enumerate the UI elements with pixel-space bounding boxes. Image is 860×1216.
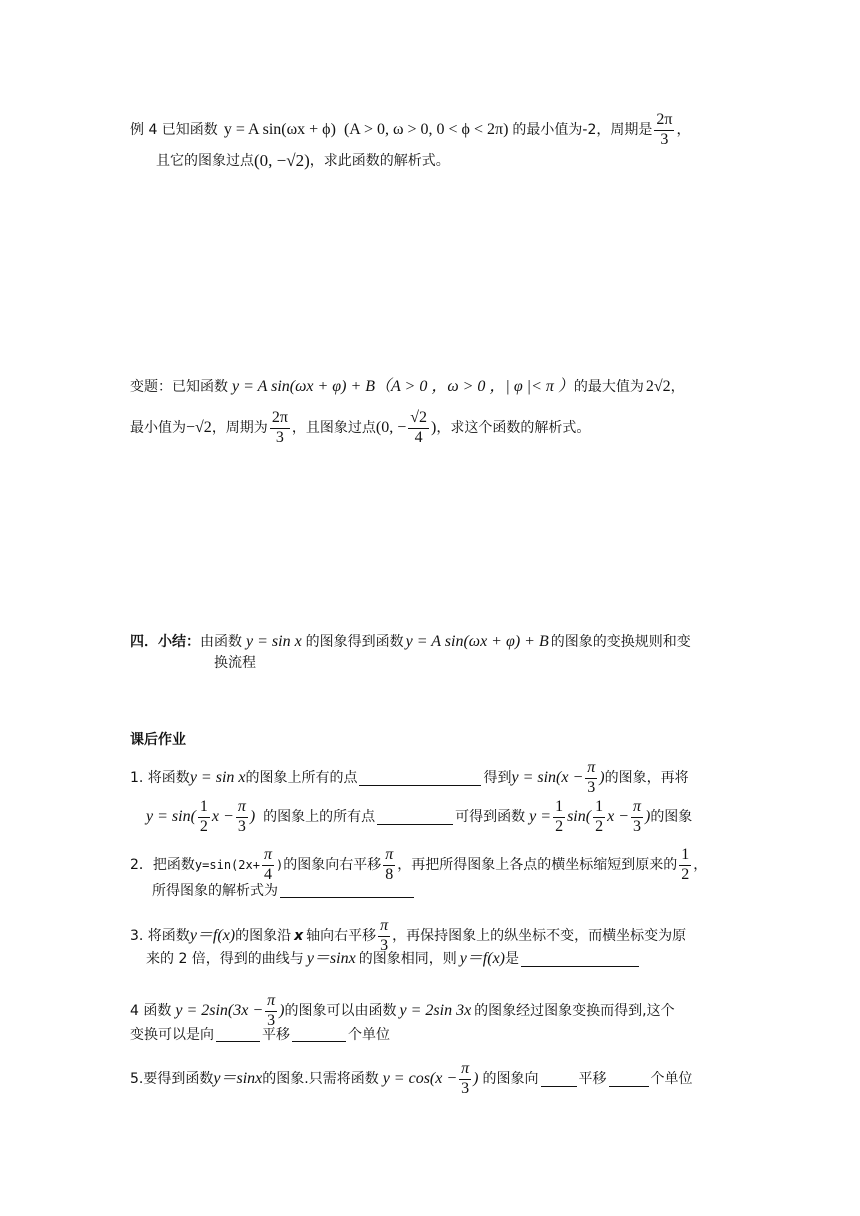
denominator: 3 xyxy=(237,817,246,835)
q5-text-e: 个单位 xyxy=(650,1071,693,1088)
summary-title: 四．小结： xyxy=(130,634,200,650)
q2-text-d: ， xyxy=(693,857,708,874)
numerator: π xyxy=(265,993,277,1012)
numerator: π xyxy=(236,799,248,818)
denominator: 4 xyxy=(263,865,272,883)
q2-function-b: ) xyxy=(275,858,284,873)
q5-function2-b: ) xyxy=(473,1070,479,1088)
variant-line2 xyxy=(130,410,590,447)
q3-text-g: 的图象相同，则 xyxy=(358,951,457,967)
q5-text-d: 平移 xyxy=(578,1071,607,1088)
q2-text-e: 所得图象的解析式为 xyxy=(152,882,278,899)
q1-function2-a: y = sin(x − xyxy=(511,769,584,787)
period-denominator: 3 xyxy=(660,130,669,148)
q4-function2: y = 2sin 3x xyxy=(399,1002,472,1020)
variant-text-d: ，求这个函数的解析式。 xyxy=(436,420,591,437)
q5-function2-a: y = cos(x − xyxy=(382,1070,458,1088)
denominator: 3 xyxy=(587,778,596,796)
example4-line2 xyxy=(156,152,450,169)
variant-max-value: 2√2 xyxy=(645,378,671,395)
variant-prefix: 变题：已知函数 xyxy=(130,379,228,395)
q1-function2-b: ) xyxy=(599,769,605,787)
example4-min-text: 的最小值为-2，周期是 xyxy=(512,122,653,139)
denominator: 8 xyxy=(385,865,394,883)
summary-line1 xyxy=(130,634,691,650)
q1-l2-function-a: y = sin( xyxy=(146,808,196,826)
variant-min-value: −√2 xyxy=(186,419,212,437)
q1-half xyxy=(198,799,210,836)
variant-function: y = A sin(ωx + φ) + B xyxy=(232,378,376,395)
q3-text-e: 来的 2 倍，得到的曲线与 xyxy=(146,951,304,967)
q1-pi-over-3 xyxy=(585,760,597,797)
q1-text-a: 1. 将函数 xyxy=(130,770,190,787)
q1-line1 xyxy=(130,760,689,797)
q3-function2: y＝sinx xyxy=(306,950,356,967)
variant-max-text: 的最大值为 xyxy=(573,379,644,395)
q4-text-b: 的图象可以由函数 xyxy=(284,1003,397,1020)
q4-text-d: 变换可以是向 xyxy=(130,1026,214,1043)
numerator: π xyxy=(459,1061,471,1080)
q1-text-c: 得到 xyxy=(483,770,512,787)
denominator: 2 xyxy=(555,817,564,835)
point-numerator: √2 xyxy=(408,410,429,429)
q5-pi-over-3 xyxy=(459,1061,471,1098)
q4-blank2[interactable] xyxy=(292,1027,346,1042)
denominator: 2 xyxy=(595,817,604,835)
summary-text-c: 的图象的变换规则和变 xyxy=(550,634,691,650)
q4-function1-a: y = 2sin(3x − xyxy=(175,1002,264,1020)
q4-text-e: 平移 xyxy=(262,1026,290,1043)
q5-blank2[interactable] xyxy=(609,1072,649,1087)
q5-text-c: 的图象向 xyxy=(482,1071,539,1088)
summary-function2: y = A sin(ωx + φ) + B xyxy=(405,633,549,650)
variant-line1: 变题：已知函数 y = A sin(ωx + φ) + B （A > 0 ，ω > 0 ，| φ |< π ） 的最大值为 2√2 ， xyxy=(130,378,685,395)
q2-blank[interactable] xyxy=(280,883,414,898)
variant-conditions: （A > 0 ，ω > 0 ，| φ |< π ） xyxy=(375,378,574,395)
variant-point-a: (0, − xyxy=(375,419,407,437)
q4-pi-over-3 xyxy=(265,993,277,1030)
q1-l2-function2-b: sin( xyxy=(567,808,592,826)
q5-function1: y＝sinx xyxy=(213,1070,263,1088)
variant-period xyxy=(270,410,290,447)
example4-prefix: 例 4 已知函数 xyxy=(130,122,218,139)
q2-half xyxy=(679,847,691,884)
q4-blank1[interactable] xyxy=(216,1027,260,1042)
period-numerator: 2π xyxy=(654,112,674,131)
example4-comma: ， xyxy=(676,122,691,139)
example4-line1 xyxy=(130,112,690,149)
homework-title-text: 课后作业 xyxy=(130,732,186,748)
q4-text-c: 的图象经过图象变换而得到,这个 xyxy=(474,1003,675,1020)
homework-title xyxy=(130,733,186,747)
example4-period xyxy=(654,112,674,149)
q4-text-f: 个单位 xyxy=(348,1026,390,1043)
q3-pi-over-3 xyxy=(378,918,390,955)
q1-half-coef xyxy=(553,799,565,836)
example4-text-b: ，求此函数的解析式。 xyxy=(309,152,450,169)
q5-line1 xyxy=(130,1061,693,1098)
q1-text-d: 的图象，再将 xyxy=(604,770,689,787)
q4-line2 xyxy=(130,1027,390,1042)
q3-text-b: 的图象沿 xyxy=(235,928,292,945)
numerator: π xyxy=(262,847,274,866)
q3-text-d: ，再保持图象上的纵坐标不变，而横坐标变为原 xyxy=(392,928,687,945)
summary-text-b: 的图象得到函数 xyxy=(305,634,404,650)
denominator: 3 xyxy=(380,936,389,954)
denominator: 3 xyxy=(267,1011,276,1029)
q1-l2-function-c: ) xyxy=(249,808,256,826)
numerator: 1 xyxy=(553,799,565,818)
denominator: 2 xyxy=(199,817,208,835)
numerator: π xyxy=(585,760,597,779)
example4-text-a: 且它的图象过点 xyxy=(156,152,254,169)
numerator: π xyxy=(631,799,643,818)
numerator: 1 xyxy=(679,847,691,866)
q2-line2 xyxy=(152,883,416,898)
q1-line2 xyxy=(146,799,692,836)
q5-blank1[interactable] xyxy=(541,1072,577,1087)
q3-text-a: 3. 将函数 xyxy=(130,928,190,945)
variant-text-a: 最小值为 xyxy=(130,420,186,437)
q1-blank1[interactable] xyxy=(359,771,481,786)
variant-point-b: ) xyxy=(431,419,437,437)
q1-function1: y = sin x xyxy=(189,769,246,787)
example4-function: y = A sin(ωx + ϕ) xyxy=(223,121,336,139)
q1-text-e: 的图象上的所有点 xyxy=(263,809,376,826)
summary-text-a: 由函数 xyxy=(200,634,242,650)
q1-l2-pi-over-3 xyxy=(236,799,248,836)
numerator: π xyxy=(378,918,390,937)
period-numerator: 2π xyxy=(270,410,290,429)
denominator: 3 xyxy=(461,1079,470,1097)
denominator: 2 xyxy=(681,865,690,883)
q4-text-a: 4 函数 xyxy=(130,1003,172,1020)
q3-x: x xyxy=(294,928,304,945)
q2-text-c: ，再把所得图象上各点的横坐标缩短到原来的 xyxy=(397,857,678,874)
q3-line1 xyxy=(130,918,686,955)
q2-function-a: y=sin(2x+ xyxy=(194,858,260,873)
q1-l2-function2-d: ) xyxy=(644,808,651,826)
q4-line1 xyxy=(130,993,675,1030)
q2-text-a: 2．把函数 xyxy=(130,857,195,874)
q1-l2-pi-over-3-b xyxy=(631,799,643,836)
q1-blank2[interactable] xyxy=(377,810,453,825)
numerator: 1 xyxy=(198,799,210,818)
q1-l2-function2-a: y = xyxy=(529,808,552,826)
summary-line2 xyxy=(214,656,256,670)
q3-blank[interactable] xyxy=(521,952,639,967)
q5-text-a: 5.要得到函数 xyxy=(130,1071,214,1088)
q1-l2-function-b: x − xyxy=(211,808,234,826)
q5-text-b: 的图象.只需将函数 xyxy=(262,1071,379,1088)
q3-text-c: 轴向右平移 xyxy=(306,928,377,945)
q2-pi-over-4 xyxy=(262,847,274,884)
q1-text-g: 的图象 xyxy=(650,809,693,826)
variant-text-c: ，且图象过点 xyxy=(291,420,376,437)
numerator: 1 xyxy=(593,799,605,818)
q3-line2 xyxy=(146,951,641,967)
q1-text-f: 可得到函数 xyxy=(455,809,526,826)
q2-pi-over-8 xyxy=(383,847,395,884)
variant-point-fraction xyxy=(408,410,429,447)
example4-conditions: (A > 0, ω > 0, 0 < ϕ < 2π) xyxy=(343,121,509,139)
q3-function3: y＝f(x) xyxy=(459,950,506,967)
point-denominator: 4 xyxy=(414,428,423,446)
q1-l2-function2-c: x − xyxy=(607,808,629,826)
q1-half-arg xyxy=(593,799,605,836)
q4-function1-b: ) xyxy=(279,1002,285,1020)
q1-text-b: 的图象上所有的点 xyxy=(245,770,358,787)
numerator: π xyxy=(383,847,395,866)
variant-text-b: ，周期为 xyxy=(211,420,268,437)
period-denominator: 3 xyxy=(275,428,284,446)
q2-line1 xyxy=(130,847,707,884)
summary-text-d: 换流程 xyxy=(214,655,256,671)
q3-function: y＝f(x) xyxy=(189,927,236,945)
q2-text-b: 的图象向右平移 xyxy=(283,857,382,874)
denominator: 3 xyxy=(632,817,641,835)
summary-function1: y = sin x xyxy=(246,633,302,650)
q3-text-h: 是 xyxy=(505,951,520,967)
example4-point: (0, −√2) xyxy=(254,151,310,170)
